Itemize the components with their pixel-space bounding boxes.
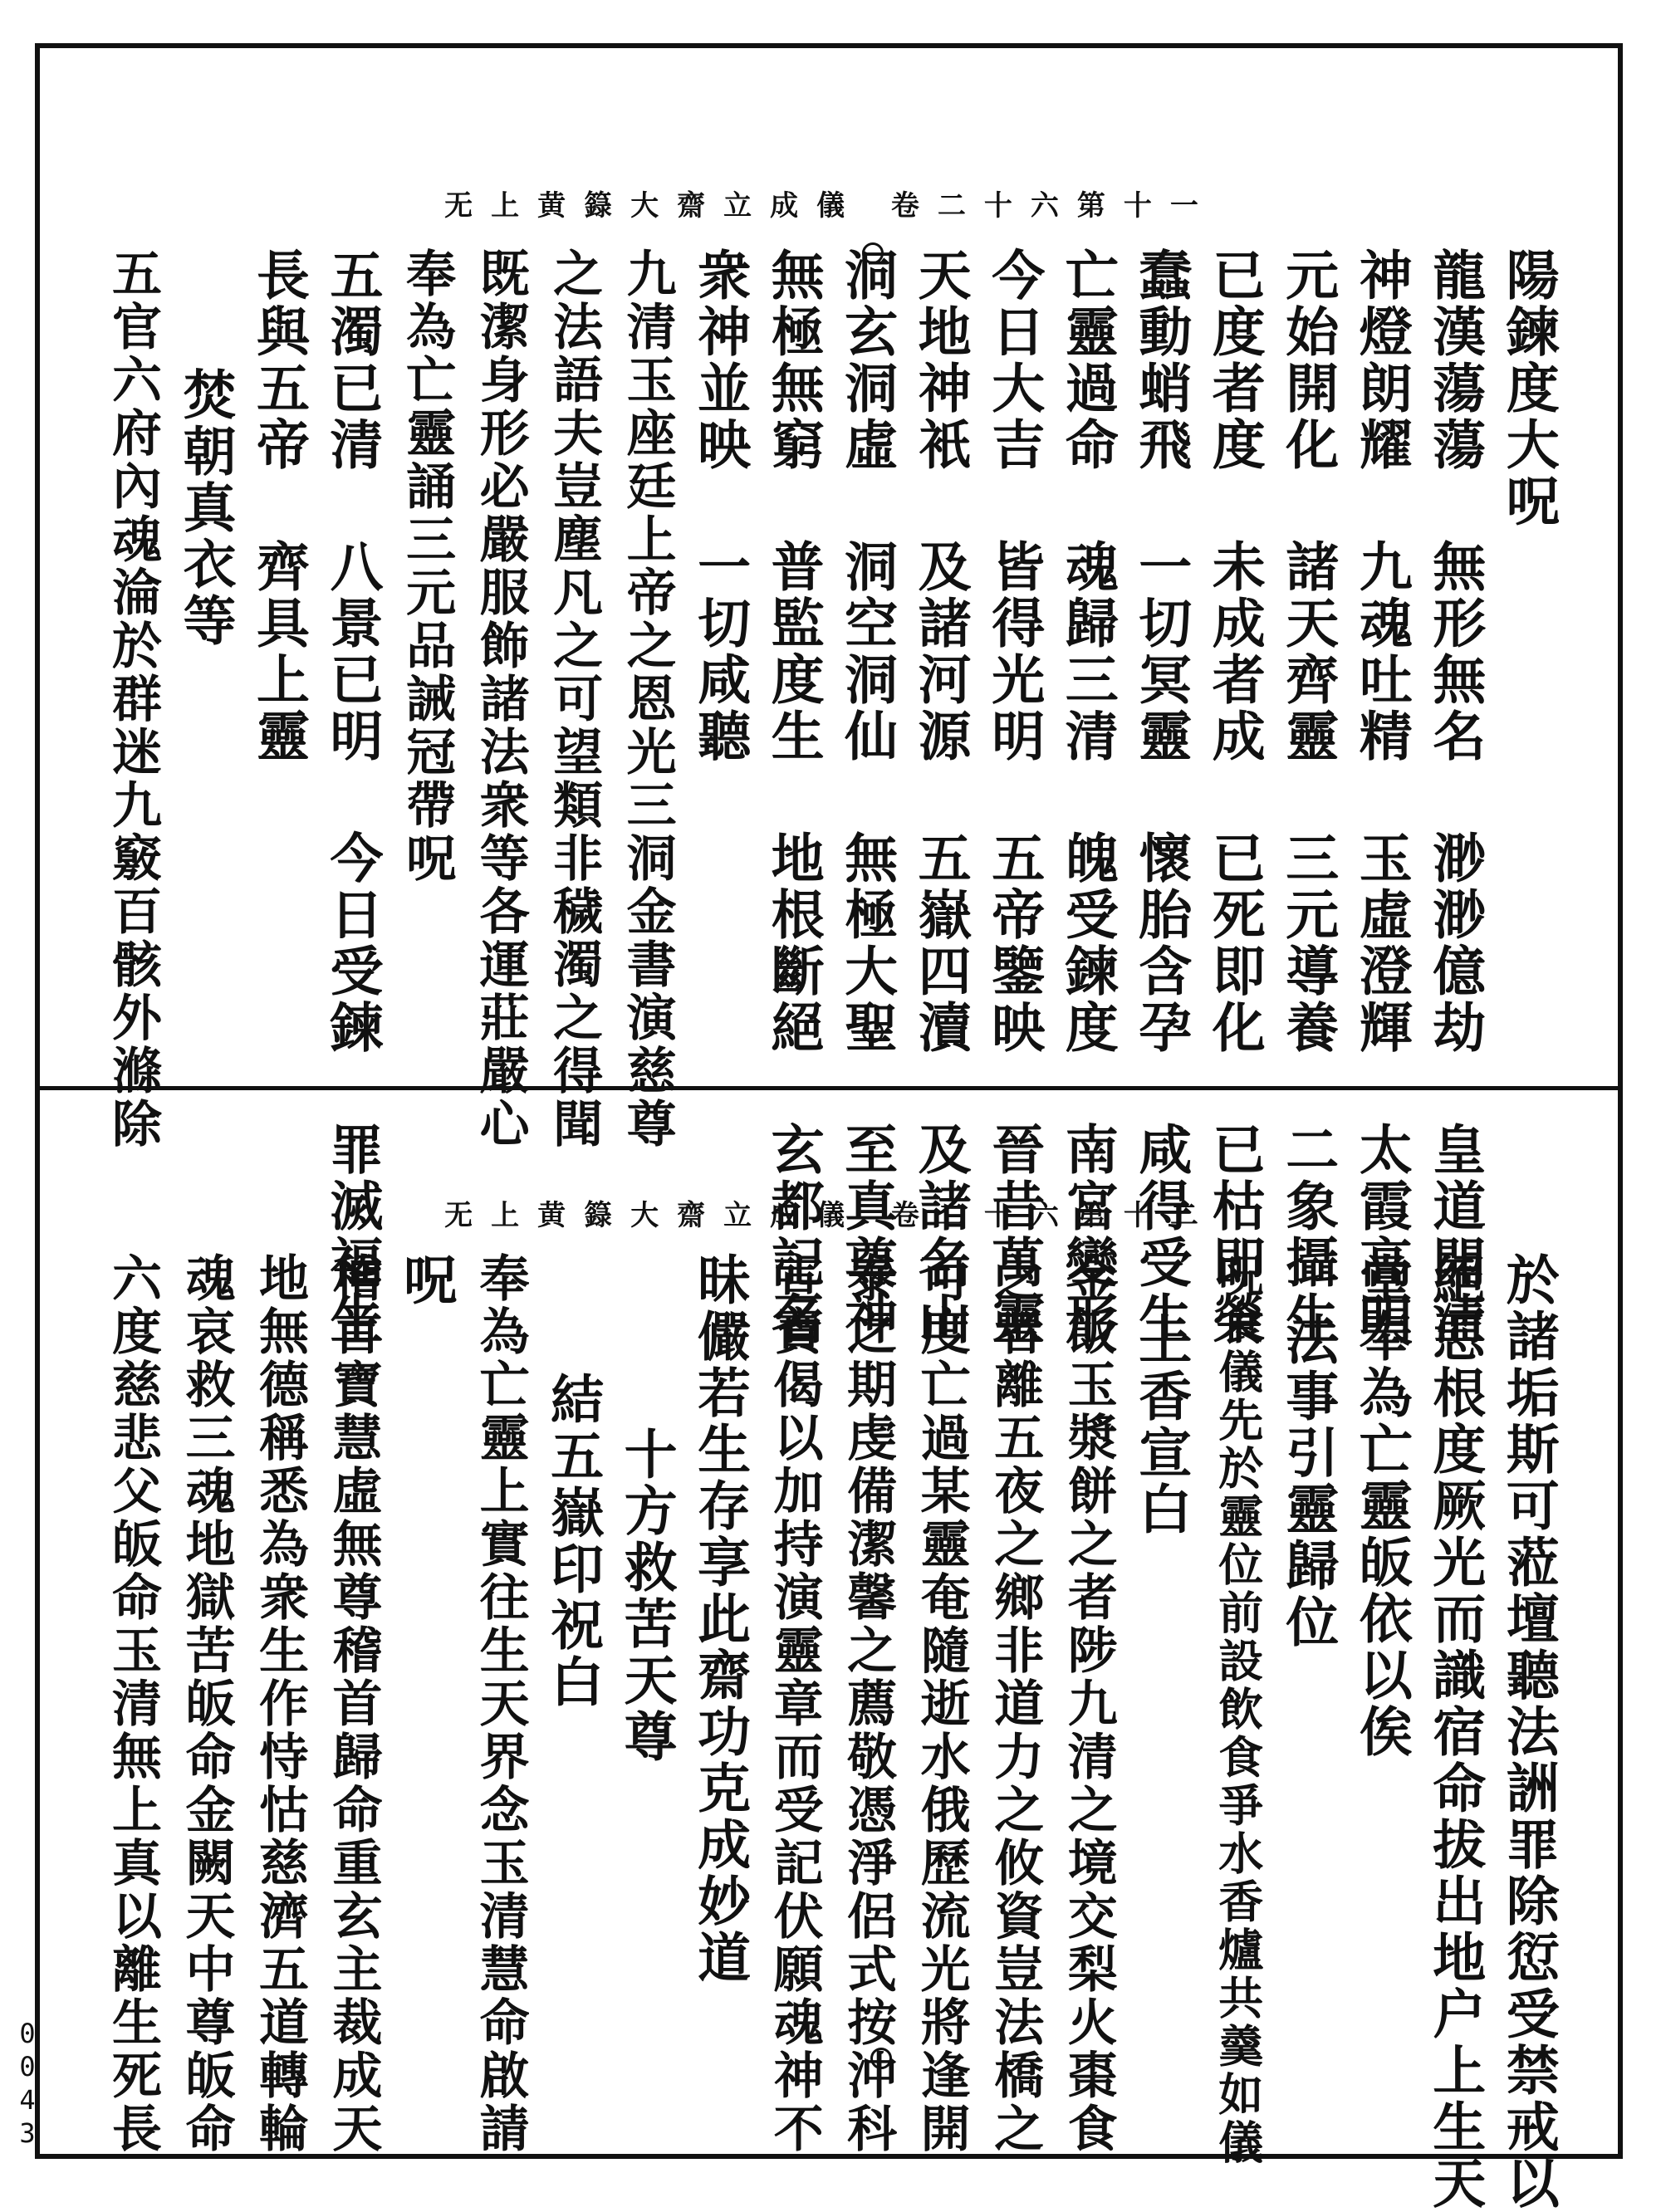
text-column: 天地神衹 及諸河源 五嶽四瀆 及諸名山	[909, 247, 972, 1348]
text-column: 長與五帝 齊具上靈	[247, 247, 311, 765]
text-column: 洞玄洞虛 洞空洞仙 無極大聖 至真尊神	[835, 247, 899, 1348]
text-column: 神燈朗耀 九魂吐精 玉虛澄輝 太霞高明	[1350, 247, 1413, 1348]
text-column: 之者離五夜之鄉非道力之攸資豈法橋之	[986, 1252, 1045, 2156]
bottom-panel	[40, 1094, 1621, 2212]
text-column: 法事引靈歸位	[1276, 1312, 1340, 1651]
text-column: 魂哀救三魂地獄苦皈命金闕天中尊皈命	[177, 1252, 236, 2156]
text-column: 十方救苦天尊	[615, 1427, 678, 1765]
text-column: 蠢動蛸飛 一切冥靈 懷胎含孕 咸得受生	[1129, 247, 1193, 1348]
text-column: 金飯玉漿餅之者陟九清之境交梨火棗食	[1059, 1252, 1118, 2156]
text-column: 於諸垢斯可蒞壇聽法詶罪除愆受禁戒以	[1497, 1252, 1560, 2212]
text-column: 衆神並映 一切咸聽	[688, 247, 752, 765]
text-column: 奉為亡靈誦三元品誡冠帶呪	[398, 247, 457, 885]
circle-mark	[870, 2048, 892, 2069]
panel-divider	[40, 1086, 1621, 1090]
text-column: 絕惡根度厥光而識宿命拔出地户上生天	[1423, 1252, 1487, 2212]
text-column: 既潔身形必嚴服飾諸法衆等各運莊嚴心	[471, 247, 530, 1151]
text-column: 昧儼若生存享此齋功克成妙道	[688, 1252, 752, 1986]
text-column: 稽首寶慧虛無尊稽首歸命重玄主裁成天	[324, 1252, 383, 2156]
page-header-bottom: 无上黄籙大齋立成儀 卷二十六第十二	[444, 1199, 1217, 1232]
text-column: 呪食儀先於靈位前設飲食爭水香爐共羹如儀	[1211, 1252, 1265, 2167]
text-column: 呪	[394, 1252, 458, 1309]
text-column: 五官六府內魂淪於群迷九竅百骸外滌除	[104, 247, 162, 1151]
text-column: 五濁已清 八景已明 今日受鍊 罪滅福生	[321, 247, 384, 1348]
circle-mark	[870, 1259, 892, 1280]
text-column: 陽鍊度大呪	[1497, 247, 1560, 530]
text-column: 已度者度 未成者成 已死即化 已枯即榮	[1203, 247, 1266, 1348]
text-column: 九清玉座廷上帝之恩光三洞金書演慈尊	[618, 247, 677, 1151]
text-columns-bottom	[98, 1252, 1560, 2212]
text-column: 今日大吉 皆得光明 五帝鑒映 晉昔萬靈	[982, 247, 1046, 1348]
text-column: 泰之期虔備潔馨之薦敬憑淨侶式按沖科	[839, 1252, 898, 2156]
text-column: 地無德稱悉為衆生作恃怙慈濟五道轉輪	[251, 1252, 310, 2156]
text-column: 龍漢蕩蕩 無形無名 渺渺億劫 皇道開清	[1423, 247, 1487, 1348]
text-column: 奉為亡靈上實往生天界念玉清慧命啟請	[471, 1252, 530, 2156]
text-column: 上香宣白	[1129, 1312, 1193, 1538]
text-column: 亡靈過命 魂歸三清 魄受鍊度 南宮變形	[1056, 247, 1119, 1348]
text-column: 無極無窮 普監度生 地根斷絕 玄都記名	[762, 247, 825, 1348]
text-column: 之法語夫豈塵凡之可望類非穢濁之得聞	[545, 247, 604, 1151]
text-column: 宣寶偈以加持演靈章而受記伏願魂神不	[765, 1252, 824, 2156]
text-column: 堂奉為亡靈皈依以俟	[1350, 1252, 1413, 1760]
page-number: 0043	[12, 2018, 43, 2151]
text-column: 元始開化 諸天齊靈 三元導養 二象攝生	[1276, 247, 1340, 1348]
circle-mark	[862, 1021, 884, 1043]
text-column: 六度慈悲父皈命玉清無上真以離生死長	[104, 1252, 162, 2156]
text-column: 焚朝真衣等	[174, 367, 237, 649]
page-header-top: 无上黄籙大齋立成儀 卷二十六第十一	[444, 189, 1217, 223]
text-column: 結五嶽印祝白	[541, 1372, 605, 1710]
text-column: 可度亡過某靈奄隨逝水俄歷流光將逢開	[912, 1252, 971, 2156]
circle-mark	[862, 242, 884, 264]
